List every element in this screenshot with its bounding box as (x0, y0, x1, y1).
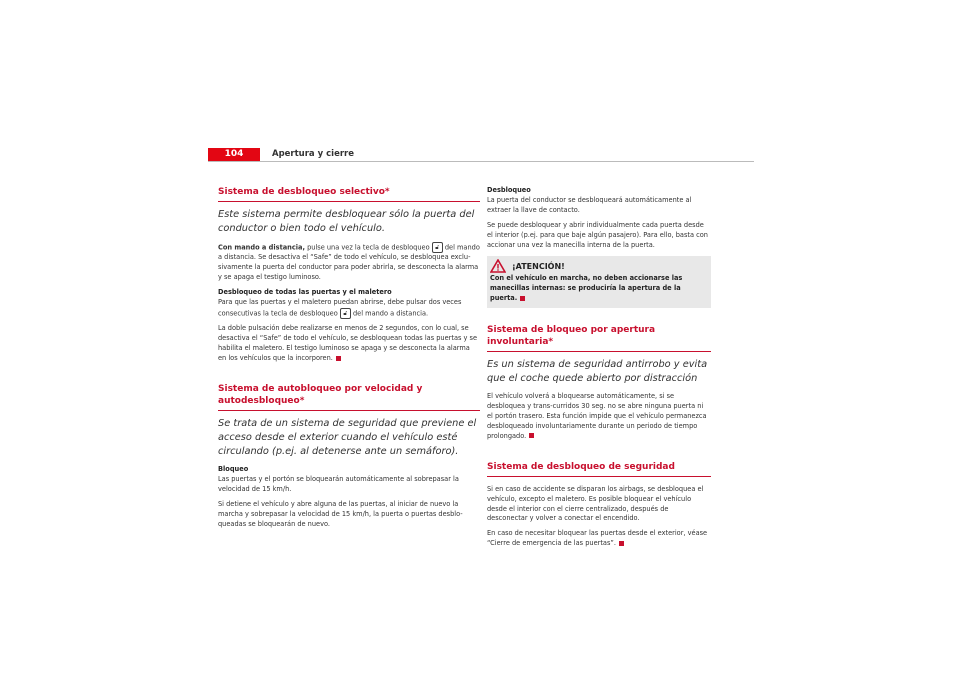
page-header: Apertura y cierre (272, 149, 354, 159)
section-subtitle-autolock: Se trata de un sistema de seguridad que previene el acceso desde el exterior cuando el vehículo esté circulando (p.ej. al detenerse ante un semáforo). (218, 417, 477, 457)
subheading: Bloqueo (218, 464, 249, 473)
warning-box (487, 256, 711, 308)
paragraph-lead: Con mando a distancia, (218, 243, 305, 252)
section-title-autolock: Sistema de autobloqueo por velocidad y autodesbloqueo* (218, 383, 480, 411)
unlock-key-icon: 🔓︎ (340, 308, 351, 319)
paragraph (218, 242, 480, 283)
right-column (487, 186, 711, 554)
paragraph: Si en caso de accidente se disparan los airbags, se desbloquea el vehículo, excepto el maletero. Es posible bloquear el vehículo desde el interior con el cierre centralizado, después de desconectar y volver a conectar el encendido. (487, 484, 704, 523)
subheading: Desbloqueo (487, 186, 531, 194)
warning-header (490, 258, 708, 274)
section-end-icon (529, 433, 534, 438)
section-end-icon (619, 541, 624, 546)
section-end-icon (336, 356, 341, 361)
section-end-icon (520, 296, 525, 301)
paragraph-text: El vehículo volverá a bloquearse automáticamente, si se desbloquea y trans-curridos 30 seg. no se abre ninguna puerta ni el portón trasero. Esta función impide que el vehículo permanezca desbloqueado involuntariamente durante un periodo de tiempo prolongado. (487, 392, 707, 440)
page-number: 104 (208, 148, 260, 161)
warning-triangle-icon (490, 259, 506, 273)
section-title-selective-unlock: Sistema de desbloqueo selectivo* (218, 186, 480, 202)
warning-text (490, 274, 708, 304)
paragraph: La puerta del conductor se desbloqueará automáticamente al extraer la llave de contacto. (487, 195, 692, 214)
paragraph (218, 324, 480, 364)
section-title-safety-unlock: Sistema de desbloqueo de seguridad (487, 461, 711, 477)
section-title-involuntary-open: Sistema de bloqueo por apertura involuntaria* (487, 324, 711, 352)
paragraph-text: La doble pulsación debe realizarse en menos de 2 segundos, con lo cual, se desactiva el “Safe” de todo el vehículo, se desbloquean todas las puertas y se habilita el maletero. El testigo luminoso se apaga y se desconecta la alarma en los vehículos que la incorporen. (218, 324, 478, 363)
paragraph-text: pulse una vez la tecla de desbloqueo (305, 243, 430, 252)
paragraph (487, 392, 711, 442)
paragraph: Si detiene el vehículo y abre alguna de las puertas, al iniciar de nuevo la marcha y sobrepasar la velocidad de 15 km/h, la puerta o puertas desblo-queadas se bloquearán de nuevo. (218, 499, 463, 528)
header-rule (208, 161, 754, 162)
section-subtitle-involuntary-open: Es un sistema de seguridad antirrobo y evita que el coche quede abierto por distracción (487, 359, 708, 385)
warning-text-content: Con el vehículo en marcha, no deben accionarse las manecillas internas: se produciría la apertura de la puerta. (490, 274, 683, 303)
subheading: Desbloqueo de todas las puertas y el maletero (218, 288, 392, 297)
paragraph-text: Para que las puertas y el maletero puedan abrirse, debe pulsar dos veces consecutivas la tecla de desbloqueo (218, 298, 462, 318)
section-subtitle-selective-unlock: Este sistema permite desbloquear sólo la puerta del conductor o bien todo el vehículo. (218, 209, 475, 234)
paragraph: Las puertas y el portón se bloquearán automáticamente al sobrepasar la velocidad de 15 km/h. (218, 474, 459, 493)
paragraph-text: del mando a distancia. Se desactiva el “Safe” de todo el vehículo, se desbloquea exclu-sivamente la puerta del conductor para poder abrirla, se desconecta la alarma y se apaga el testigo luminoso. (218, 243, 480, 282)
left-column (218, 186, 480, 534)
paragraph: Se puede desbloquear y abrir individualmente cada puerta desde el interior (p.ej. para que baje algún pasajero). Para ello, basta con accionar una vez la manecilla interna de la puerta. (487, 220, 708, 249)
warning-title: ¡ATENCIÓN! (512, 261, 565, 271)
paragraph (218, 298, 480, 319)
paragraph-text: En caso de necesitar bloquear las puertas desde el exterior, véase “Cierre de emergencia de las puertas”. (487, 529, 708, 548)
unlock-key-icon: 🔓︎ (432, 242, 443, 253)
paragraph (487, 529, 711, 549)
paragraph-text: del mando a distancia. (350, 309, 429, 318)
